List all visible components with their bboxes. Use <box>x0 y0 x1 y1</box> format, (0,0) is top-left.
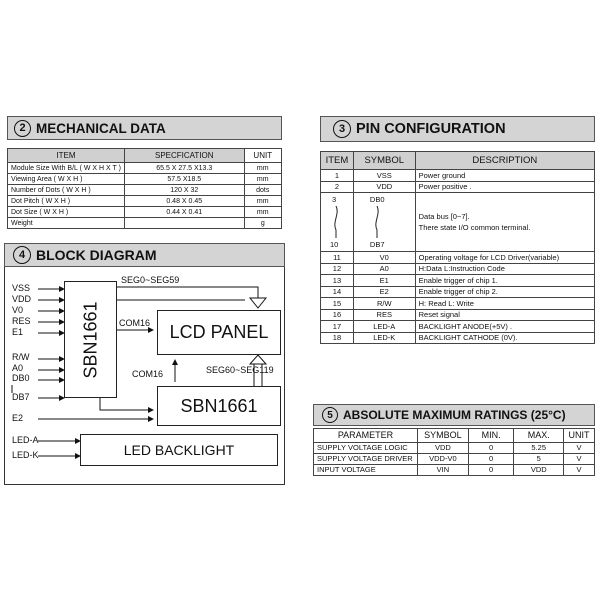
col-header-item: ITEM <box>8 149 125 163</box>
range-tilde-icon <box>372 206 382 238</box>
table-row <box>314 443 595 454</box>
pin-configuration-table <box>320 151 595 344</box>
cell: 14 <box>321 286 354 298</box>
cell: 0.48 X 0.45 <box>124 196 244 207</box>
item-start: 3 <box>332 195 337 204</box>
cell: LED-A <box>353 321 415 333</box>
cell: 120 X 32 <box>124 185 244 196</box>
signal-label-vdd: VDD <box>12 294 32 304</box>
symbol-start: DB0 <box>369 195 385 204</box>
cell: 1 <box>321 170 354 182</box>
cell: dots <box>244 185 281 196</box>
cell-item-range <box>321 193 354 252</box>
signal-label-led-a: LED-A <box>12 435 39 445</box>
com-mid-label: COM16 <box>132 369 164 379</box>
table-row <box>321 275 595 287</box>
table-row <box>321 332 595 344</box>
table-row-data-bus <box>321 193 595 252</box>
cell: E2 <box>353 286 415 298</box>
signal-label-led-k: LED-K <box>12 450 39 460</box>
section-number-3: 3 <box>333 120 351 138</box>
section-number-4: 4 <box>13 246 31 264</box>
cell: VDD <box>514 465 564 476</box>
cell: Module Size With B/L ( W X H X T ) <box>8 163 125 174</box>
col-header-max: MAX. <box>514 429 564 443</box>
signal-label-rw: R/W <box>12 352 30 362</box>
cell: BACKLIGHT ANODE(+5V) . <box>415 321 594 333</box>
mechanical-data-table <box>7 148 282 229</box>
cell: 0.44 X 0.41 <box>124 207 244 218</box>
cell-symbol-range <box>353 193 415 252</box>
cell: mm <box>244 196 281 207</box>
block-diagram-title: BLOCK DIAGRAM <box>36 247 157 263</box>
cell: Weight <box>8 218 125 229</box>
seg-top-label: SEG0~SEG59 <box>121 275 180 285</box>
cell: 0 <box>468 454 514 465</box>
col-header-symbol: SYMBOL <box>417 429 468 443</box>
cell-data-bus-description <box>415 193 594 252</box>
block-diagram-header <box>4 243 285 267</box>
cell: INPUT VOLTAGE <box>314 465 418 476</box>
description-line: Data bus [0~7]. <box>418 212 470 221</box>
signal-label-vss: VSS <box>12 283 31 293</box>
section-number-5: 5 <box>322 407 338 423</box>
absolute-ratings-header <box>313 404 595 426</box>
cell: V <box>564 465 595 476</box>
cell: VDD <box>353 181 415 193</box>
cell: mm <box>244 207 281 218</box>
cell: Operating voltage for LCD Driver(variable) <box>415 252 594 264</box>
led-backlight-label: LED BACKLIGHT <box>123 442 235 458</box>
cell: Dot Pitch ( W X H ) <box>8 196 125 207</box>
cell: Number of Dots ( W X H ) <box>8 185 125 196</box>
cell: Power ground <box>415 170 594 182</box>
item-end: 10 <box>330 239 339 249</box>
cell: SUPPLY VOLTAGE LOGIC <box>314 443 418 454</box>
com-right-label: COM16 <box>119 318 151 328</box>
table-row <box>8 207 282 218</box>
table-row <box>314 454 595 465</box>
table-header-row <box>314 429 595 443</box>
cell: H:Data L:Instruction Code <box>415 263 594 275</box>
signal-label-db7: DB7 <box>12 392 30 402</box>
cell: 5 <box>514 454 564 465</box>
table-row <box>321 321 595 333</box>
section-number-2: 2 <box>14 120 31 137</box>
led-backlight-block <box>80 434 278 466</box>
cell: Enable trigger of chip 2. <box>415 286 594 298</box>
signal-label-a0: A0 <box>12 363 24 373</box>
table-row <box>321 252 595 264</box>
table-row <box>321 309 595 321</box>
signal-label-e1: E1 <box>12 327 24 337</box>
col-header-symbol: SYMBOL <box>353 152 415 170</box>
cell: g <box>244 218 281 229</box>
cell: A0 <box>353 263 415 275</box>
signal-label-res: RES <box>12 316 31 326</box>
table-row <box>321 170 595 182</box>
pin-configuration-title: PIN CONFIGURATION <box>356 121 506 137</box>
cell: Reset signal <box>415 309 594 321</box>
driver-chip-label: SBN1661 <box>180 395 258 416</box>
cell: VSS <box>353 170 415 182</box>
mechanical-data-title: MECHANICAL DATA <box>36 120 166 136</box>
absolute-ratings-table <box>313 428 595 476</box>
cell: 65.5 X 27.5 X13.3 <box>124 163 244 174</box>
controller-chip-label: SBN1661 <box>80 300 100 379</box>
cell: 11 <box>321 252 354 264</box>
table-row <box>314 465 595 476</box>
col-header-description: DESCRIPTION <box>415 152 594 170</box>
table-row <box>8 163 282 174</box>
symbol-end: DB7 <box>369 239 385 249</box>
col-header-unit: UNIT <box>564 429 595 443</box>
cell: VIN <box>417 465 468 476</box>
controller-chip-block <box>64 281 117 398</box>
cell: V <box>564 454 595 465</box>
signal-label-v0: V0 <box>12 305 24 315</box>
cell: 17 <box>321 321 354 333</box>
cell: 18 <box>321 332 354 344</box>
cell: R/W <box>353 298 415 310</box>
table-header-row <box>8 149 282 163</box>
table-row <box>321 298 595 310</box>
cell: SUPPLY VOLTAGE DRIVER <box>314 454 418 465</box>
cell: 0 <box>468 465 514 476</box>
col-header-unit: UNIT <box>244 149 281 163</box>
lcd-panel-block <box>157 310 281 355</box>
cell: 5.25 <box>514 443 564 454</box>
table-row <box>8 196 282 207</box>
table-header-row <box>321 152 595 170</box>
absolute-ratings-title: ABSOLUTE MAXIMUM RATINGS (25°C) <box>343 408 566 422</box>
cell: RES <box>353 309 415 321</box>
cell: V0 <box>353 252 415 264</box>
signal-label-e2: E2 <box>12 413 24 423</box>
table-row <box>321 286 595 298</box>
cell: 2 <box>321 181 354 193</box>
col-header-min: MIN. <box>468 429 514 443</box>
cell: 12 <box>321 263 354 275</box>
table-row <box>321 263 595 275</box>
cell: mm <box>244 163 281 174</box>
table-row <box>8 218 282 229</box>
cell: VDD <box>417 443 468 454</box>
seg-bottom-label: SEG60~SEG119 <box>206 365 274 375</box>
cell: BACKLIGHT CATHODE (0V). <box>415 332 594 344</box>
pin-configuration-header <box>320 116 595 142</box>
table-row <box>8 174 282 185</box>
cell: Enable trigger of chip 1. <box>415 275 594 287</box>
cell <box>124 218 244 229</box>
col-header-spec: SPECFICATION <box>124 149 244 163</box>
col-header-parameter: PARAMETER <box>314 429 418 443</box>
cell: V <box>564 443 595 454</box>
cell: H: Read L: Write <box>415 298 594 310</box>
cell: 16 <box>321 309 354 321</box>
col-header-item: ITEM <box>321 152 354 170</box>
cell: 57.5 X18.5 <box>124 174 244 185</box>
cell: mm <box>244 174 281 185</box>
cell: Dot Size ( W X H ) <box>8 207 125 218</box>
cell: LED-K <box>353 332 415 344</box>
cell: Viewing Area ( W X H ) <box>8 174 125 185</box>
cell: VDD-V0 <box>417 454 468 465</box>
range-tilde-icon <box>331 206 341 238</box>
table-row <box>321 181 595 193</box>
mechanical-data-header <box>7 116 282 140</box>
cell: 0 <box>468 443 514 454</box>
signal-label-db0: DB0 <box>12 373 30 383</box>
cell: 13 <box>321 275 354 287</box>
lcd-panel-label: LCD PANEL <box>169 322 269 342</box>
table-row <box>8 185 282 196</box>
cell: E1 <box>353 275 415 287</box>
driver-chip-block <box>157 386 281 426</box>
description-line: There state I/O common terminal. <box>418 222 531 232</box>
cell: Power positive . <box>415 181 594 193</box>
cell: 15 <box>321 298 354 310</box>
